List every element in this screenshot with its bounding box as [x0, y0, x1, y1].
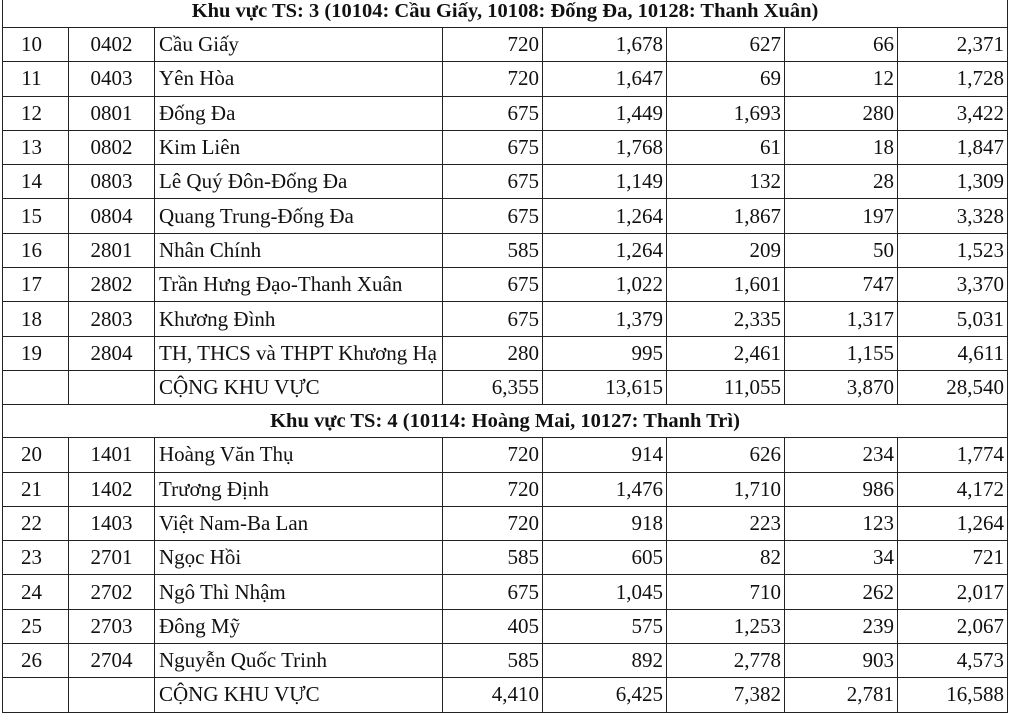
school-code: 2803 [69, 302, 155, 336]
applicants-total: 3,328 [898, 199, 1008, 233]
school-name: TH, THCS và THPT Khương Hạ [155, 336, 443, 370]
row-index: 23 [3, 541, 69, 575]
section-total-row [3, 370, 1008, 404]
applicants-total: 5,031 [898, 302, 1008, 336]
applicants-total: 1,728 [898, 62, 1008, 96]
applicants-choice-1: 1,768 [543, 130, 667, 164]
total-c1: 6,355 [443, 370, 543, 404]
applicants-choice-2: 1,601 [667, 268, 785, 302]
table-row [3, 233, 1008, 267]
row-index: 22 [3, 506, 69, 540]
total-c4: 2,781 [785, 678, 898, 712]
total-c2: 6,425 [543, 678, 667, 712]
quota-value: 405 [443, 609, 543, 643]
total-label: CỘNG KHU VỰC [155, 370, 443, 404]
section-title: Khu vực TS: 4 (10114: Hoàng Mai, 10127: Thanh Trì) [3, 405, 1008, 438]
applicants-choice-2: 1,253 [667, 609, 785, 643]
applicants-choice-1: 1,476 [543, 472, 667, 506]
school-name: Nguyễn Quốc Trinh [155, 644, 443, 678]
quota-value: 675 [443, 130, 543, 164]
applicants-choice-2: 61 [667, 130, 785, 164]
applicants-choice-1: 1,149 [543, 165, 667, 199]
applicants-choice-3: 280 [785, 96, 898, 130]
school-name: Yên Hòa [155, 62, 443, 96]
applicants-choice-1: 1,264 [543, 199, 667, 233]
applicants-choice-2: 2,335 [667, 302, 785, 336]
table-row [3, 302, 1008, 336]
row-index: 26 [3, 644, 69, 678]
table-row [3, 28, 1008, 62]
applicants-choice-1: 1,379 [543, 302, 667, 336]
table-row [3, 130, 1008, 164]
total-c5: 28,540 [898, 370, 1008, 404]
applicants-choice-2: 710 [667, 575, 785, 609]
quota-value: 675 [443, 96, 543, 130]
table-row [3, 199, 1008, 233]
applicants-total: 4,573 [898, 644, 1008, 678]
school-code: 0804 [69, 199, 155, 233]
quota-value: 585 [443, 644, 543, 678]
quota-value: 720 [443, 62, 543, 96]
row-index: 12 [3, 96, 69, 130]
row-index: 25 [3, 609, 69, 643]
applicants-total: 721 [898, 541, 1008, 575]
school-name: Khương Đình [155, 302, 443, 336]
total-c3: 11,055 [667, 370, 785, 404]
school-name: Trần Hưng Đạo-Thanh Xuân [155, 268, 443, 302]
quota-value: 720 [443, 438, 543, 472]
row-index: 10 [3, 28, 69, 62]
quota-value: 675 [443, 302, 543, 336]
enrollment-table [2, 0, 1008, 713]
applicants-choice-2: 2,461 [667, 336, 785, 370]
total-c3: 7,382 [667, 678, 785, 712]
empty-cell [3, 370, 69, 404]
quota-value: 585 [443, 233, 543, 267]
applicants-choice-3: 234 [785, 438, 898, 472]
school-code: 1402 [69, 472, 155, 506]
empty-cell [69, 678, 155, 712]
applicants-choice-1: 1,647 [543, 62, 667, 96]
applicants-choice-3: 903 [785, 644, 898, 678]
school-name: Việt Nam-Ba Lan [155, 506, 443, 540]
school-code: 0403 [69, 62, 155, 96]
row-index: 19 [3, 336, 69, 370]
row-index: 15 [3, 199, 69, 233]
applicants-choice-2: 2,778 [667, 644, 785, 678]
quota-value: 675 [443, 165, 543, 199]
applicants-choice-3: 12 [785, 62, 898, 96]
quota-value: 720 [443, 472, 543, 506]
applicants-total: 2,371 [898, 28, 1008, 62]
total-c5: 16,588 [898, 678, 1008, 712]
row-index: 17 [3, 268, 69, 302]
applicants-choice-1: 575 [543, 609, 667, 643]
quota-value: 280 [443, 336, 543, 370]
applicants-total: 4,611 [898, 336, 1008, 370]
total-c2: 13,615 [543, 370, 667, 404]
school-name: Lê Quý Đôn-Đống Đa [155, 165, 443, 199]
applicants-choice-3: 66 [785, 28, 898, 62]
table-row [3, 506, 1008, 540]
row-index: 14 [3, 165, 69, 199]
section-header-row [3, 0, 1008, 28]
quota-value: 585 [443, 541, 543, 575]
row-index: 16 [3, 233, 69, 267]
school-code: 0803 [69, 165, 155, 199]
applicants-total: 3,370 [898, 268, 1008, 302]
applicants-total: 1,847 [898, 130, 1008, 164]
school-name: Cầu Giấy [155, 28, 443, 62]
school-code: 1401 [69, 438, 155, 472]
table-row [3, 609, 1008, 643]
applicants-choice-2: 1,867 [667, 199, 785, 233]
applicants-total: 4,172 [898, 472, 1008, 506]
school-name: Đống Đa [155, 96, 443, 130]
applicants-choice-3: 197 [785, 199, 898, 233]
applicants-choice-1: 918 [543, 506, 667, 540]
school-code: 2704 [69, 644, 155, 678]
section-header-row [3, 405, 1008, 438]
school-code: 2802 [69, 268, 155, 302]
applicants-choice-3: 28 [785, 165, 898, 199]
school-name: Trương Định [155, 472, 443, 506]
row-index: 20 [3, 438, 69, 472]
applicants-choice-2: 69 [667, 62, 785, 96]
applicants-choice-1: 914 [543, 438, 667, 472]
school-code: 0402 [69, 28, 155, 62]
applicants-total: 1,774 [898, 438, 1008, 472]
applicants-choice-3: 18 [785, 130, 898, 164]
total-label: CỘNG KHU VỰC [155, 678, 443, 712]
applicants-choice-3: 123 [785, 506, 898, 540]
applicants-total: 1,264 [898, 506, 1008, 540]
table-row [3, 438, 1008, 472]
school-code: 2702 [69, 575, 155, 609]
applicants-choice-2: 209 [667, 233, 785, 267]
school-name: Ngô Thì Nhậm [155, 575, 443, 609]
applicants-choice-1: 1,678 [543, 28, 667, 62]
applicants-total: 3,422 [898, 96, 1008, 130]
school-name: Quang Trung-Đống Đa [155, 199, 443, 233]
quota-value: 675 [443, 575, 543, 609]
applicants-choice-1: 1,045 [543, 575, 667, 609]
school-name: Kim Liên [155, 130, 443, 164]
table-row [3, 336, 1008, 370]
applicants-choice-1: 605 [543, 541, 667, 575]
applicants-choice-3: 50 [785, 233, 898, 267]
applicants-total: 1,523 [898, 233, 1008, 267]
applicants-choice-2: 1,693 [667, 96, 785, 130]
applicants-total: 2,017 [898, 575, 1008, 609]
school-name: Đông Mỹ [155, 609, 443, 643]
applicants-choice-2: 1,710 [667, 472, 785, 506]
table-row [3, 165, 1008, 199]
section-total-row [3, 678, 1008, 712]
section-title: Khu vực TS: 3 (10104: Cầu Giấy, 10108: Đống Đa, 10128: Thanh Xuân) [3, 0, 1008, 28]
row-index: 11 [3, 62, 69, 96]
applicants-choice-1: 892 [543, 644, 667, 678]
quota-value: 675 [443, 199, 543, 233]
school-code: 2804 [69, 336, 155, 370]
applicants-choice-3: 239 [785, 609, 898, 643]
quota-value: 720 [443, 28, 543, 62]
applicants-choice-2: 626 [667, 438, 785, 472]
school-code: 1403 [69, 506, 155, 540]
applicants-choice-1: 1,264 [543, 233, 667, 267]
applicants-choice-3: 747 [785, 268, 898, 302]
applicants-choice-3: 34 [785, 541, 898, 575]
applicants-choice-1: 1,449 [543, 96, 667, 130]
quota-value: 720 [443, 506, 543, 540]
school-code: 0801 [69, 96, 155, 130]
applicants-choice-3: 262 [785, 575, 898, 609]
total-c4: 3,870 [785, 370, 898, 404]
empty-cell [3, 678, 69, 712]
school-name: Hoàng Văn Thụ [155, 438, 443, 472]
table-row [3, 62, 1008, 96]
quota-value: 675 [443, 268, 543, 302]
total-c1: 4,410 [443, 678, 543, 712]
school-code: 2701 [69, 541, 155, 575]
row-index: 13 [3, 130, 69, 164]
applicants-choice-3: 986 [785, 472, 898, 506]
school-code: 2801 [69, 233, 155, 267]
table-row [3, 96, 1008, 130]
school-name: Ngọc Hồi [155, 541, 443, 575]
table-row [3, 575, 1008, 609]
applicants-choice-3: 1,155 [785, 336, 898, 370]
applicants-total: 1,309 [898, 165, 1008, 199]
applicants-choice-2: 132 [667, 165, 785, 199]
table-row [3, 268, 1008, 302]
applicants-choice-2: 223 [667, 506, 785, 540]
applicants-choice-1: 995 [543, 336, 667, 370]
empty-cell [69, 370, 155, 404]
table-row [3, 541, 1008, 575]
applicants-choice-2: 82 [667, 541, 785, 575]
school-name: Nhân Chính [155, 233, 443, 267]
table-row [3, 644, 1008, 678]
applicants-choice-2: 627 [667, 28, 785, 62]
school-code: 0802 [69, 130, 155, 164]
row-index: 18 [3, 302, 69, 336]
row-index: 21 [3, 472, 69, 506]
applicants-choice-1: 1,022 [543, 268, 667, 302]
school-code: 2703 [69, 609, 155, 643]
applicants-total: 2,067 [898, 609, 1008, 643]
applicants-choice-3: 1,317 [785, 302, 898, 336]
table-row [3, 472, 1008, 506]
row-index: 24 [3, 575, 69, 609]
